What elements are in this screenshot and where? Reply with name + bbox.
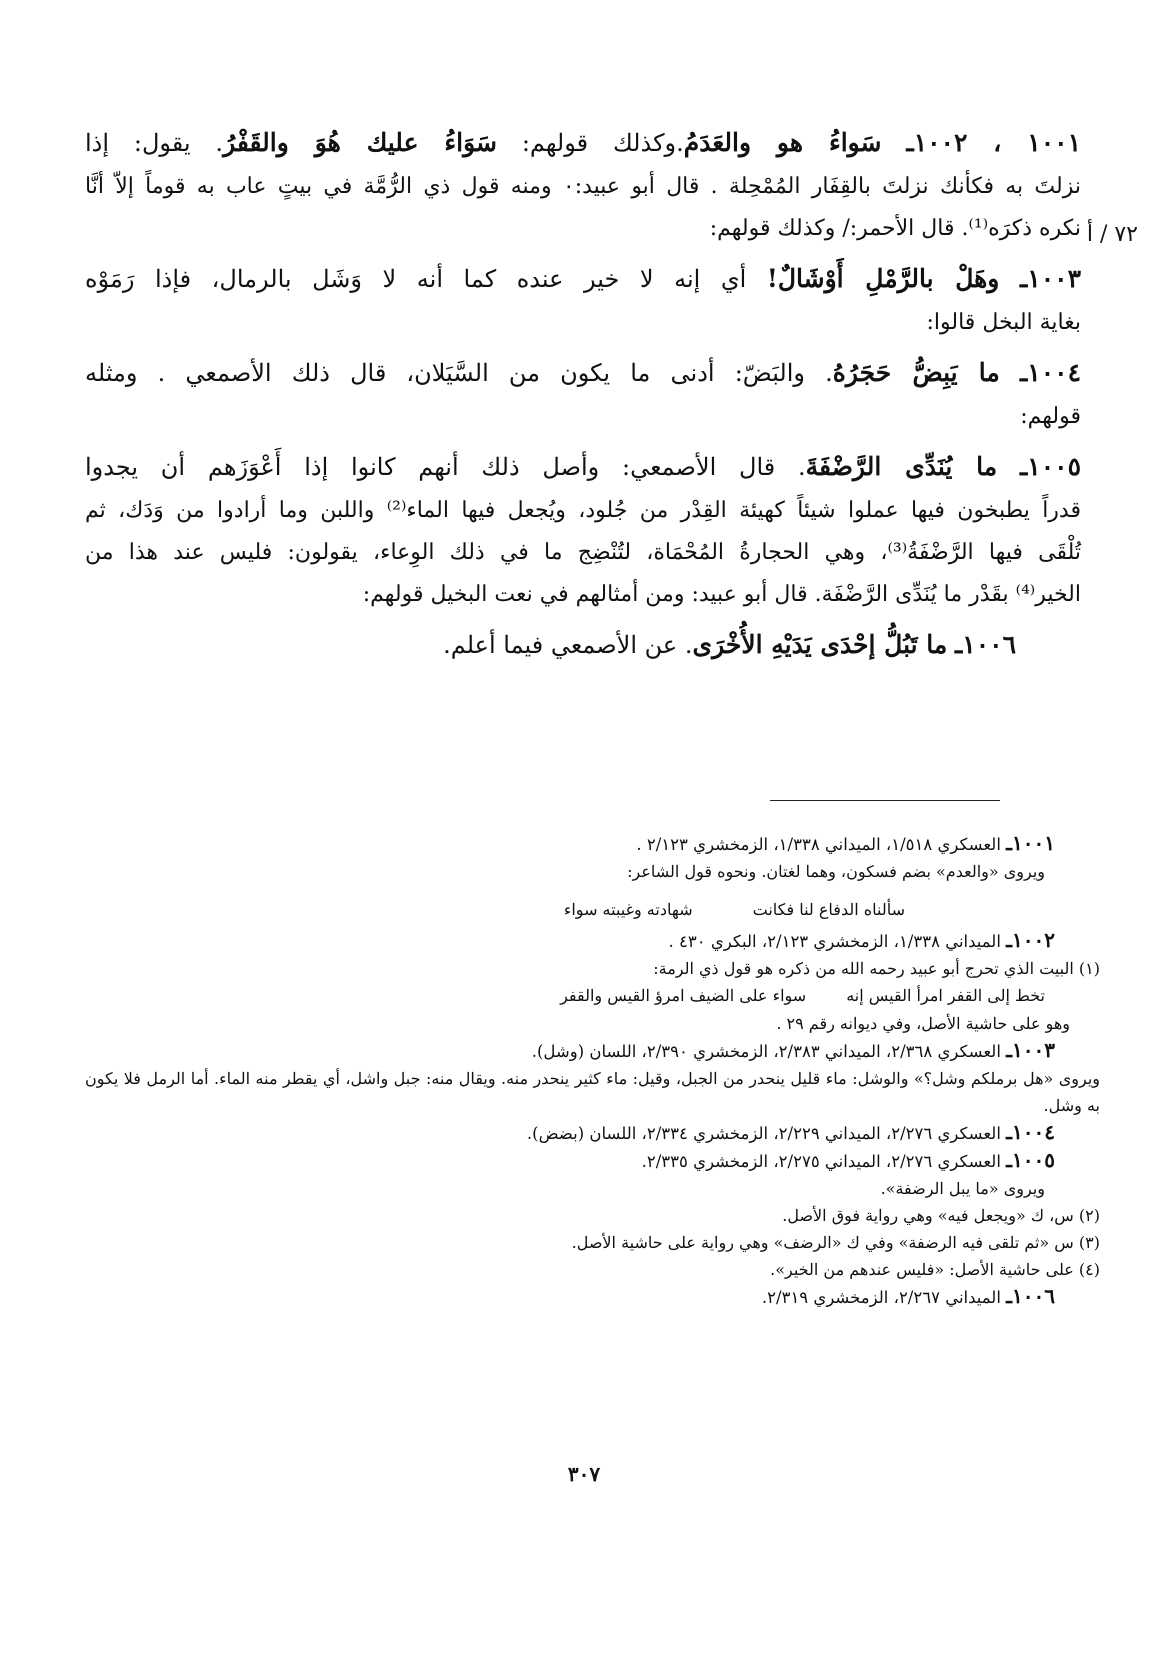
proverb-number: ١٠٠١ ، ١٠٠٢ـ (906, 128, 1082, 157)
text-line: الخير⁽⁴⁾ بقَدْر ما يُنَدِّى الرَّضْفَة. قال أبو عبيد: ومن أمثالهم في نعت البخيل قولهم: (362, 582, 1081, 607)
source-reference (85, 1119, 1100, 1147)
proverb-number: ١٠٠٣ـ (1019, 264, 1081, 293)
main-text (85, 120, 1081, 668)
proverb-text: سَواءُ هو والعَدَمُ (683, 128, 882, 157)
verse (85, 982, 1100, 1010)
source-reference (85, 1147, 1100, 1175)
text-line: قولهم: (1020, 404, 1081, 429)
footnote: (٣) س «ثم تلقى فيه الرضفة» وفي ك «الرضف» وهي رواية على حاشية الأصل. (571, 1233, 1100, 1252)
text-line (85, 444, 1081, 490)
text-line (85, 350, 1081, 396)
source-reference (85, 830, 1100, 858)
commentary-text: . قال الأصمعي: وأصل ذلك أنهم كانوا إذا أَعْوَزَهم أن يجدوا (85, 453, 806, 481)
reference-text: العسكري ١/٥١٨، الميداني ١/٣٣٨، الزمخشري ٢/١٢٣ . (636, 835, 1007, 854)
verse-hemistich: تخط إلى القفر امرأ القيس إنه (846, 986, 1045, 1005)
note-text: ويروى «هل برملكم وشل؟» والوشل: ماء قليل ينحدر من الجبل، وقيل: ماء كثير ينحدر منه. ويقال منه: جبل واشل، أي يقطر منه الماء. أما الرمل فلا يكون به وشل. (85, 1069, 1100, 1115)
proverb-number: ١٠٠٥ـ (1006, 1148, 1055, 1172)
proverb-text: وهَلْ بالرَّمْلِ أَوْشَالٌ! (766, 264, 1000, 293)
footnote: (٢) س، ك «ويجعل فيه» وهي رواية فوق الأصل. (782, 1206, 1100, 1225)
verse-hemistich: شهادته وغيبته سواء (563, 900, 693, 919)
text-line: قدراً يطبخون فيها عملوا شيئاً كهيئة القِدْر من جُلود، ويُجعل فيها الماء⁽²⁾ واللبن وما أرادوا من وَدَك، ثم (85, 498, 1081, 523)
reference-text: العسكري ٢/٢٧٦، الميداني ٢/٢٢٩، الزمخشري ٢/٣٣٤، اللسان (بضض). (526, 1124, 1007, 1143)
text-line (85, 256, 1081, 302)
proverb-number: ١٠٠٥ـ (1019, 452, 1082, 481)
text-line: نزلتَ به فكأنك نزلتَ بالقِفَار المُمْحِلة . قال أبو عبيد:٠ ومنه قول ذي الرُّمَّة في بيتٍ عاب به قوماً إلاّ أنَّا (85, 174, 1081, 199)
text-line: بغاية البخل قالوا: (926, 310, 1081, 335)
page-number: ٣٠٧ (567, 1462, 601, 1486)
proverb-number: ١٠٠٤ـ (1006, 1120, 1055, 1144)
proverb-text: ما يَبِضُّ حَجَرُهُ (832, 358, 1000, 387)
proverb-number: ١٠٠٢ـ (1006, 928, 1055, 952)
footnote: (١) البيت الذي تحرج أبو عبيد رحمه الله من ذكره هو قول ذي الرمة: (653, 959, 1100, 978)
source-reference (85, 1283, 1100, 1311)
proverb-text: ما تَبُلُّ إحْدَى يَدَيْهِ الأُخْرَى (692, 630, 948, 659)
footnotes (85, 830, 1100, 1311)
reference-text: العسكري ٢/٢٧٦، الميداني ٢/٢٧٥، الزمخشري ٢/٣٣٥. (641, 1152, 1007, 1171)
verse-hemistich: سواء على الضيف امرؤ القيس والقفر (560, 986, 807, 1005)
note-text: ويروى «والعدم» بضم فسكون، وهما لغتان. ونحوه قول الشاعر: (627, 862, 1045, 881)
text-line: تُلْقَى فيها الرَّضْفَةُ⁽³⁾، وهي الحجارةُ المُحْمَاة، لتُنْضِج ما في ذلك الوِعاء، يقولون: فليس عند هذا من (85, 540, 1081, 565)
proverb-number: ١٠٠٦ـ (954, 630, 1016, 659)
verse (85, 893, 1100, 927)
commentary-text: .وكذلك قولهم: (496, 129, 684, 157)
proverb-number: ١٠٠٦ـ (1006, 1284, 1055, 1308)
text-line: نكره ذكرَه⁽¹⁾. قال الأحمر:/ وكذلك قولهم: (709, 216, 1081, 241)
reference-text: العسكري ٢/٣٦٨، الميداني ٢/٣٨٣، الزمخشري ٢/٣٩٠، اللسان (وشل). (531, 1042, 1007, 1061)
note-text: ويروى «ما يبل الرضفة». (880, 1179, 1045, 1198)
text-line (85, 120, 1081, 166)
commentary-text: . يقول: إذا (85, 129, 224, 157)
commentary-text: . والبَضّ: أدنى ما يكون من السَّيَلان، قال ذلك الأصمعي . ومثله (85, 359, 833, 387)
commentary-text: أي إنه لا خير عنده كما أنه لا وَشَل بالرمال، فإذا رَمَوْه (85, 265, 767, 293)
proverb-text: سَوَاءُ عليك هُوَ والقَفْرُ (223, 128, 497, 157)
reference-text: الميداني ١/٣٣٨، الزمخشري ٢/١٢٣، البكري ٤٣٠ . (668, 932, 1007, 951)
proverb-text: ما يُنَدِّى الرَّضْفَةَ (805, 452, 998, 481)
note-text: وهو على حاشية الأصل، وفي ديوانه رقم ٢٩ . (776, 1014, 1070, 1033)
source-reference (85, 1037, 1100, 1065)
text-line (85, 622, 1081, 668)
source-reference (85, 927, 1100, 955)
reference-text: الميداني ٢/٢٦٧، الزمخشري ٢/٣١٩. (761, 1288, 1007, 1307)
proverb-number: ١٠٠١ـ (1006, 831, 1055, 855)
footnote-separator (770, 800, 1000, 801)
proverb-number: ١٠٠٤ـ (1019, 358, 1082, 387)
commentary-text: . عن الأصمعي فيما أعلم. (443, 631, 693, 659)
margin-folio-reference: ٧٢ / أ (1086, 222, 1138, 247)
verse-hemistich: سألناه الدفاع لنا فكانت (752, 900, 905, 919)
proverb-number: ١٠٠٣ـ (1006, 1038, 1055, 1062)
footnote: (٤) على حاشية الأصل: «فليس عندهم من الخير». (770, 1260, 1100, 1279)
